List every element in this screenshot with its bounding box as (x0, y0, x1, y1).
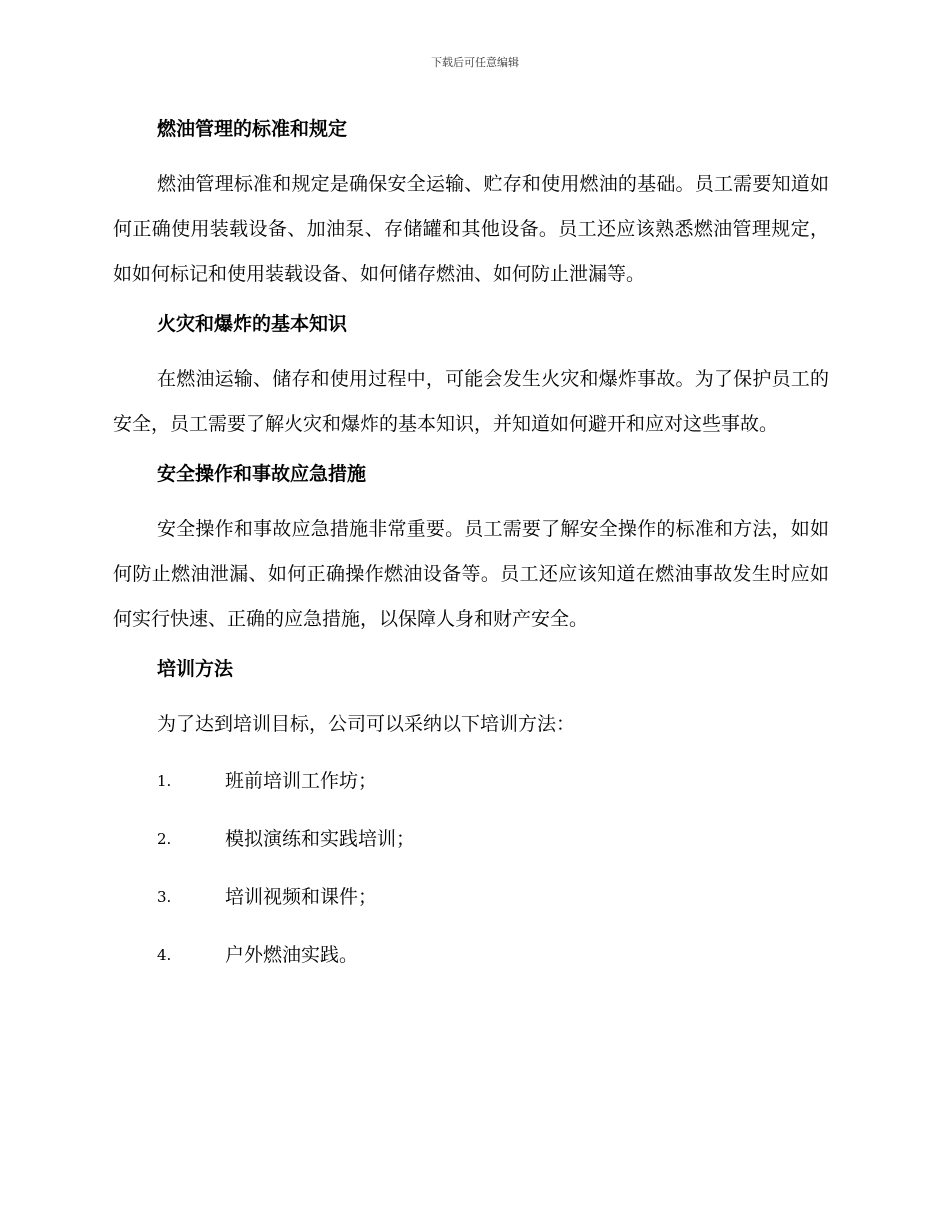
list-item-number: 2. (157, 830, 172, 848)
list-item-text: 模拟演练和实践培训； (225, 828, 416, 850)
list-item (113, 875, 829, 933)
list-item (113, 759, 829, 817)
list-item-number: 3. (157, 888, 172, 906)
list-item-number: 1. (157, 772, 172, 790)
list-item-text: 户外燃油实践。 (225, 944, 359, 966)
list-item-text: 班前培训工作坊； (225, 770, 378, 792)
page-header: 下载后可任意编辑 (431, 56, 519, 69)
section-heading-fuel-standards: 燃油管理的标准和规定 (157, 118, 348, 140)
training-methods-intro: 为了达到培训目标，公司可以采纳以下培训方法： (157, 713, 576, 735)
training-methods-list (113, 759, 829, 991)
section-paragraph-safety-emergency: 安全操作和事故应急措施非常重要。员工需要了解安全操作的标准和方法，如如何防止燃油泄漏、如何正确操作燃油设备等。员工还应该知道在燃油事故发生时应如何实行快速、正确的应急措施，以保障人身和财产安全。 (113, 518, 829, 630)
section-paragraph-fire-explosion: 在燃油运输、储存和使用过程中，可能会发生火灾和爆炸事故。为了保护员工的安全，员工需要了解火灾和爆炸的基本知识，并知道如何避开和应对这些事故。 (113, 368, 829, 435)
section-heading-safety-emergency: 安全操作和事故应急措施 (157, 463, 367, 485)
list-item-text: 培训视频和课件； (225, 886, 378, 908)
document-body (113, 112, 829, 991)
list-item (113, 817, 829, 875)
list-item (113, 933, 829, 991)
section-heading-training-methods: 培训方法 (157, 658, 234, 680)
section-heading-fire-explosion: 火灾和爆炸的基本知识 (157, 313, 348, 335)
list-item-number: 4. (157, 946, 172, 964)
section-paragraph-fuel-standards: 燃油管理标准和规定是确保安全运输、贮存和使用燃油的基础。员工需要知道如何正确使用装载设备、加油泵、存储罐和其他设备。员工还应该熟悉燃油管理规定，如如何标记和使用装载设备、如何储存燃油、如何防止泄漏等。 (113, 173, 829, 285)
